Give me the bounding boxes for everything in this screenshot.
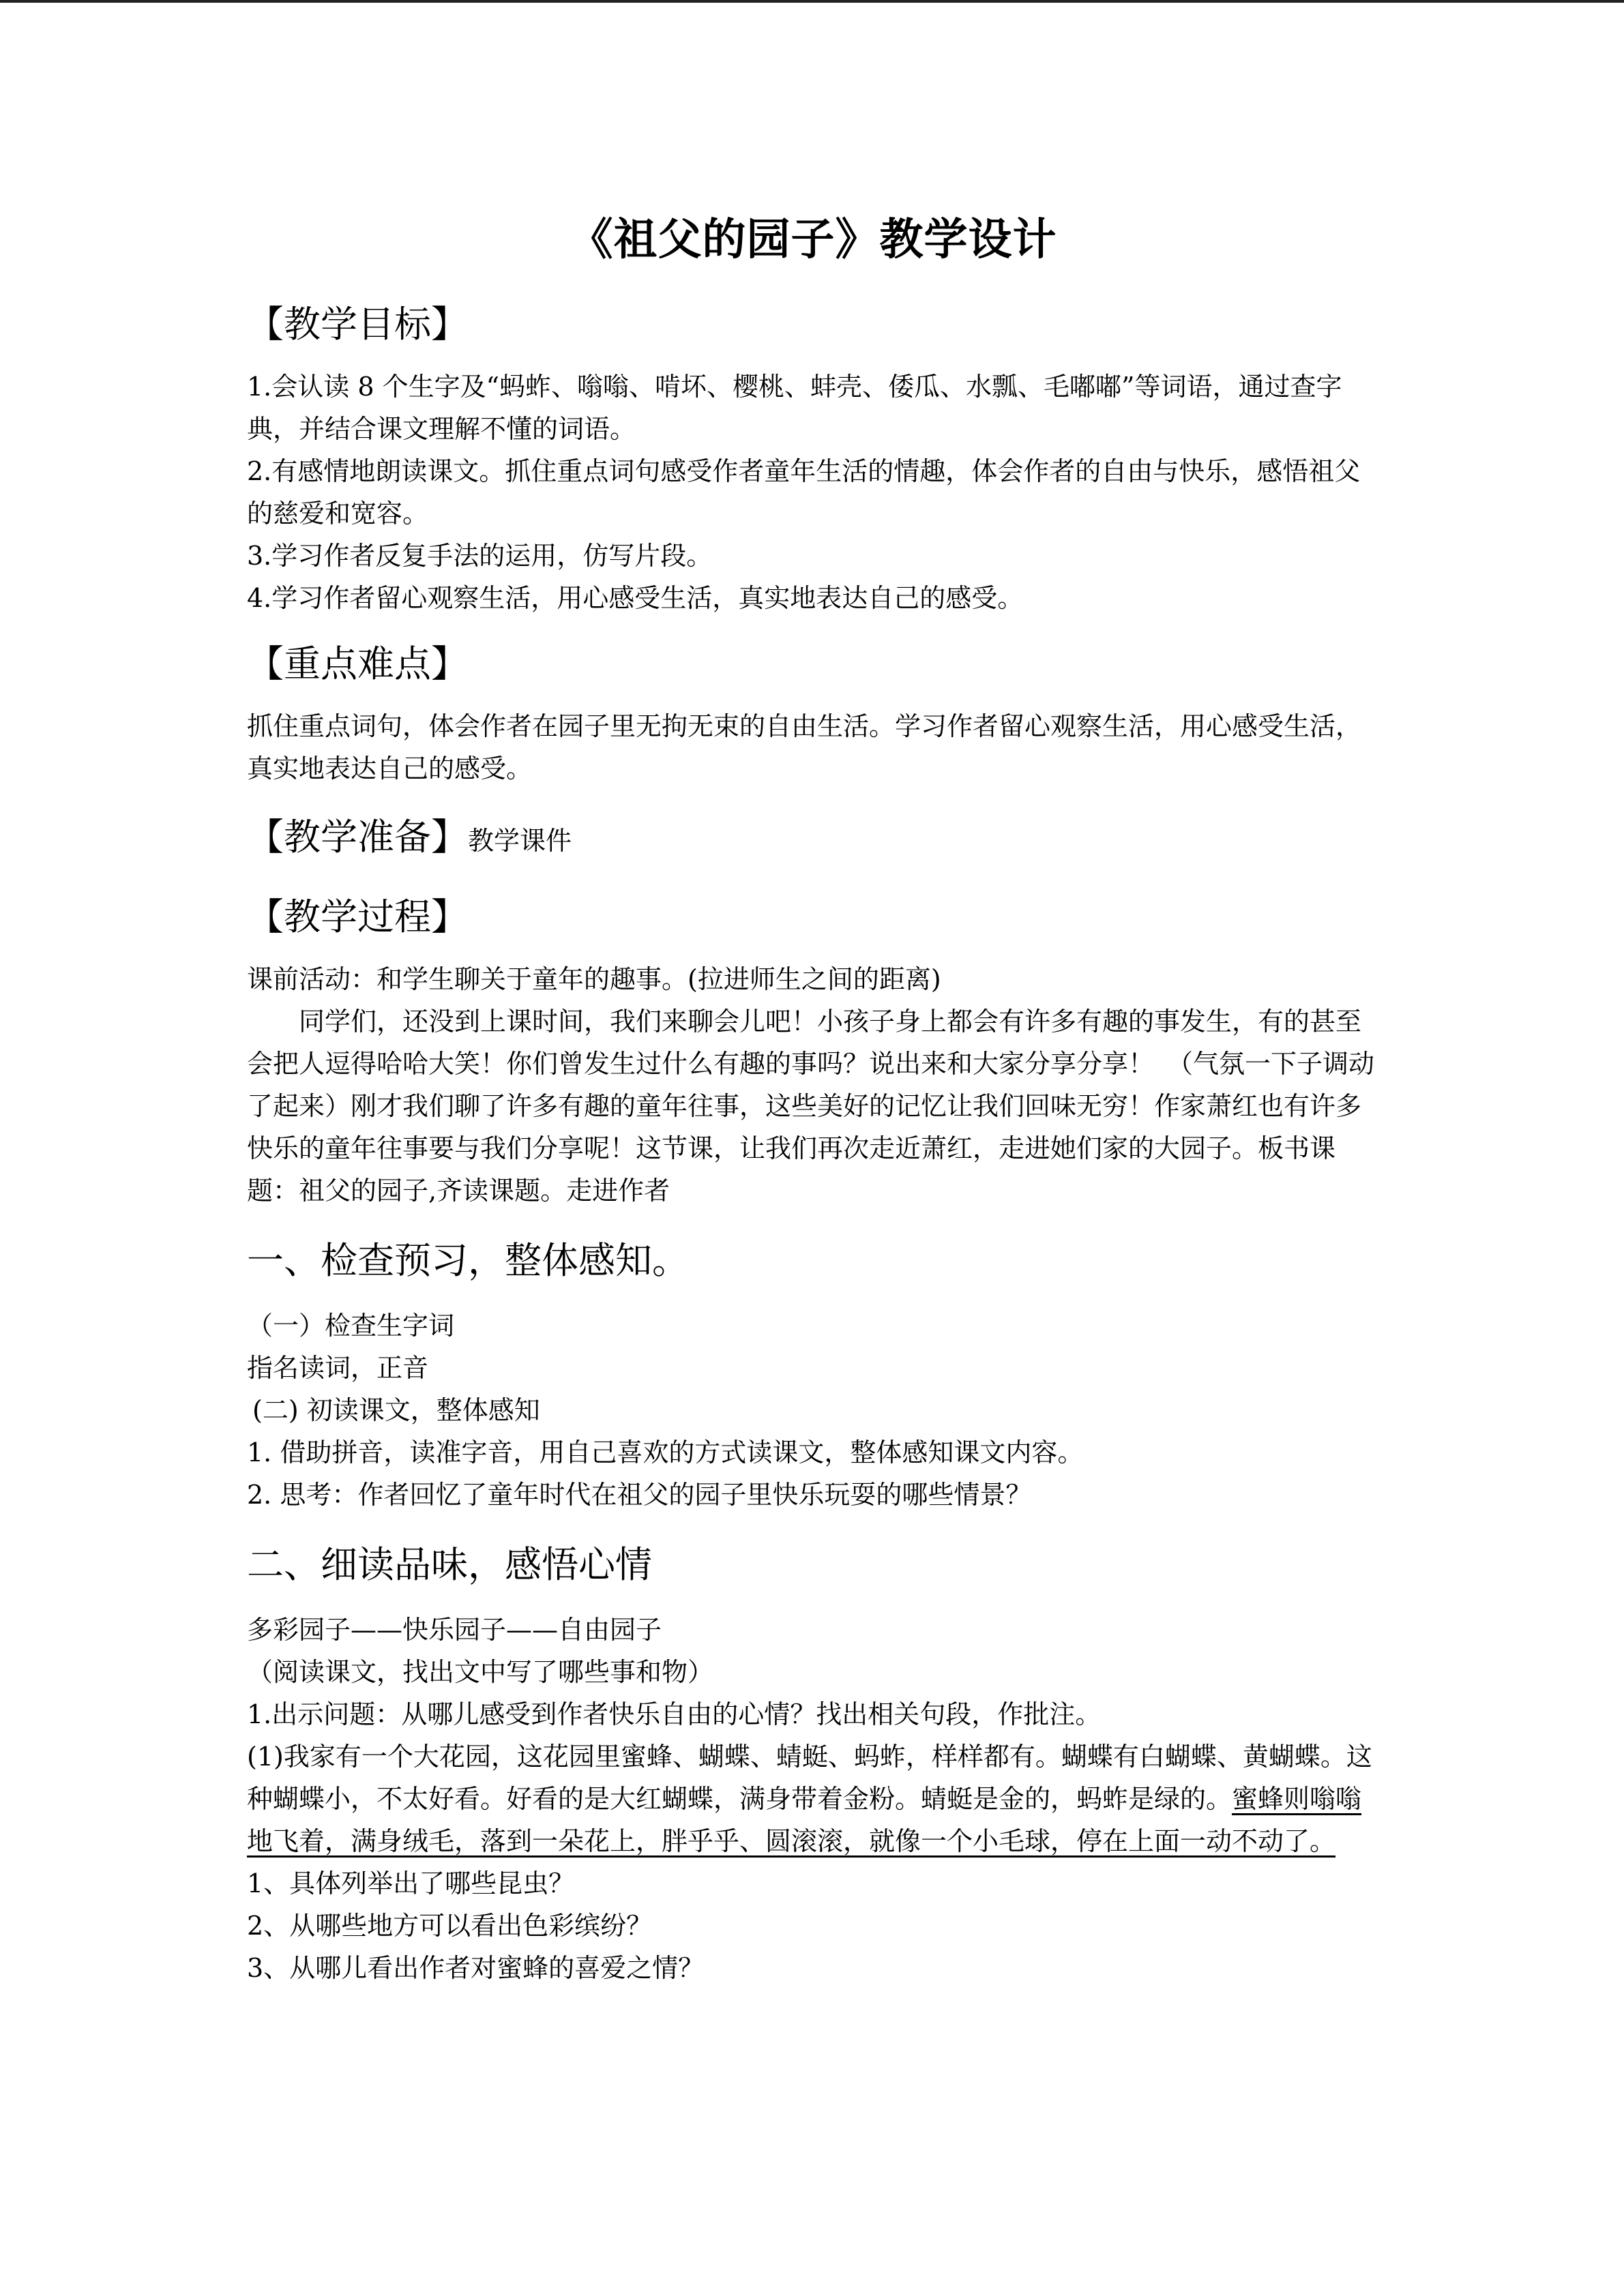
document-body xyxy=(247,205,1379,1989)
preparation-text: 教学课件 xyxy=(468,826,572,856)
part2-question-1: 1、具体列举出了哪些昆虫？ xyxy=(247,1868,575,1898)
intro-paragraph: 同学们，还没到上课时间，我们来聊会儿吧！小孩子身上都会有许多有趣的事发生，有的甚至会把人逗得哈哈大笑！你们曾发生过什么有趣的事吗？说出来和大家分享分享！ （气氛一下子调动了起来）刚才我们聊了许多有趣的童年往事，这些美好的记忆让我们回味无穷！作家萧红也有许多快乐的童年往事要与我们分享呢！这节课，让我们再次走近萧红，走进她们家的大园子。板书课题：祖父的园子,齐读课题。走进作者 xyxy=(247,1007,1375,1206)
part2-line-2: （阅读课文，找出文中写了哪些事和物） xyxy=(247,1657,714,1687)
part2-line-1: 多彩园子——快乐园子——自由园子 xyxy=(247,1615,662,1645)
part2-passage xyxy=(247,1735,1379,1862)
objective-item-4: 4.学习作者留心观察生活，用心感受生活，真实地表达自己的感受。 xyxy=(247,583,1024,613)
key-points-text: 抓住重点词句，体会作者在园子里无拘无束的自由生活。学习作者留心观察生活，用心感受生活，真实地表达自己的感受。 xyxy=(247,711,1362,784)
part2-line-3: 1.出示问题：从哪儿感受到作者快乐自由的心情？找出相关句段，作批注。 xyxy=(247,1699,1102,1729)
part2-question-3: 3、从哪儿看出作者对蜜蜂的喜爱之情？ xyxy=(247,1953,705,1983)
pre-activity-line: 课前活动：和学生聊关于童年的趣事。(拉进师生之间的距离) xyxy=(247,964,941,994)
passage-underlined-text: 蜜蜂则嗡嗡地飞着，满身绒毛，落到一朵花上，胖乎乎、圆滚滚，就像一个小毛球，停在上面一动不动了。 xyxy=(247,1784,1362,1856)
objective-item-1: 1.会认读 8 个生字及“蚂蚱、嗡嗡、啃坏、樱桃、蚌壳、倭瓜、水瓢、毛嘟嘟”等词语，通过查字典，并结合课文理解不懂的词语。 xyxy=(247,372,1342,444)
part1-sub1: （一）检查生字词 xyxy=(247,1311,455,1341)
objective-item-3: 3.学习作者反复手法的运用，仿写片段。 xyxy=(247,541,713,571)
part1-sub2: (二) 初读课文，整体感知 xyxy=(252,1395,540,1425)
key-points-heading xyxy=(247,640,1379,689)
objective-item-2: 2.有感情地朗读课文。抓住重点词句感受作者童年生活的情趣，体会作者的自由与快乐，感悟祖父的慈爱和宽容。 xyxy=(247,456,1361,528)
part2-question-2: 2、从哪些地方可以看出色彩缤纷？ xyxy=(247,1911,653,1941)
page-top-edge xyxy=(0,0,1624,3)
part1-item-2: 2. 思考：作者回忆了童年时代在祖父的园子里快乐玩耍的哪些情景？ xyxy=(247,1480,1032,1510)
process-heading-text: 【教学过程】 xyxy=(247,895,468,938)
preparation-heading xyxy=(247,813,1379,865)
process-heading xyxy=(247,893,1379,942)
preparation-heading-text: 【教学准备】 xyxy=(247,816,468,859)
document-title: 《祖父的园子》教学设计 xyxy=(569,215,1057,265)
part1-heading: 一、检查预习，整体感知。 xyxy=(247,1239,689,1282)
objectives-heading-text: 【教学目标】 xyxy=(247,303,468,346)
part1-sub1-text: 指名读词，正音 xyxy=(247,1353,429,1383)
key-points-heading-text: 【重点难点】 xyxy=(247,642,468,685)
objectives-heading xyxy=(247,300,1379,349)
part2-heading: 二、细读品味，感悟心情 xyxy=(247,1543,652,1586)
part1-item-1: 1. 借助拼音，读准字音，用自己喜欢的方式读课文，整体感知课文内容。 xyxy=(247,1437,1084,1467)
passage-plain-text: (1)我家有一个大花园，这花园里蜜蜂、蝴蝶、蜻蜓、蚂蚱，样样都有。蝴蝶有白蝴蝶、黄蝴蝶。这种蝴蝶小，不太好看。好看的是大红蝴蝶，满身带着金粉。蜻蜓是金的，蚂蚱是绿的。 xyxy=(247,1742,1372,1814)
